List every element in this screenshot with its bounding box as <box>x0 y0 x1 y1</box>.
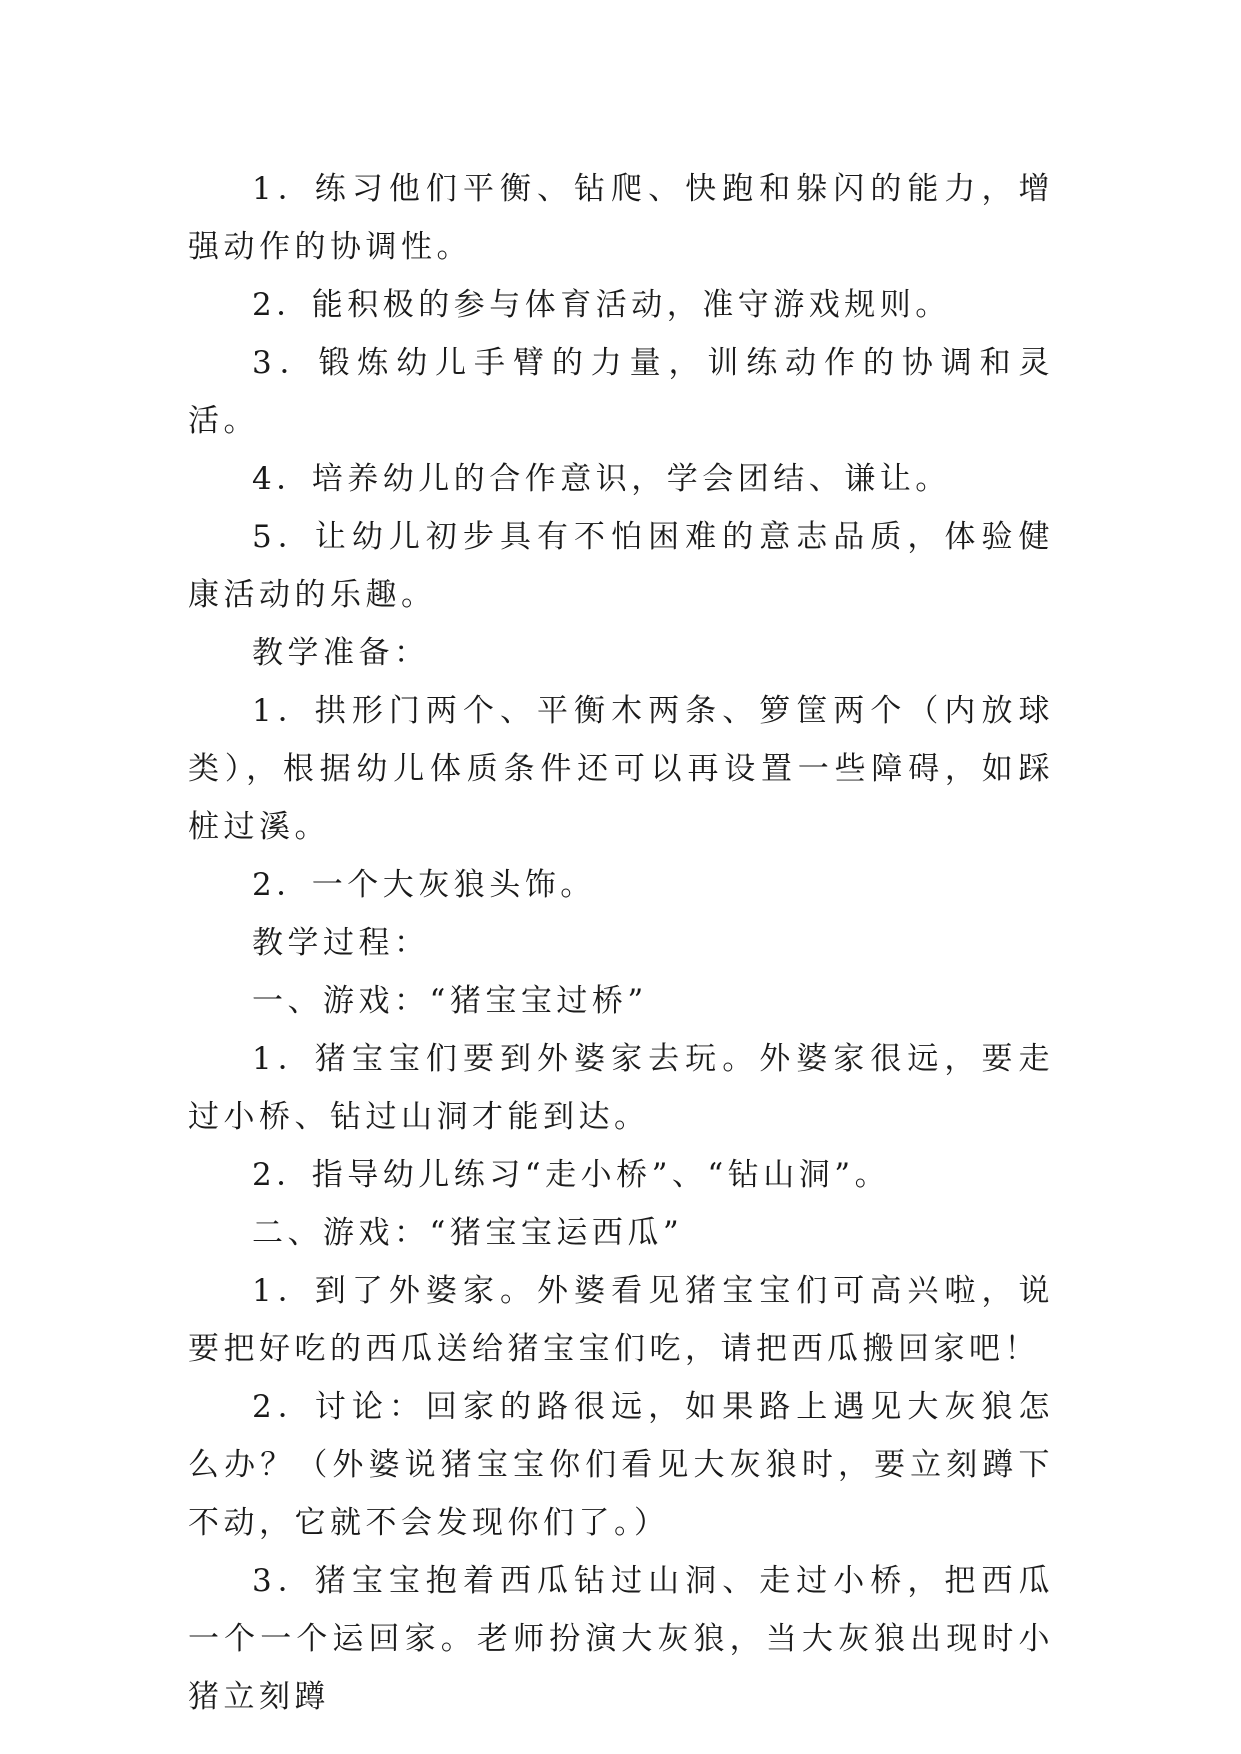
subheading-game-1: 一、游戏：“猪宝宝过桥” <box>252 983 648 1019</box>
section-heading-process: 教学过程： <box>252 925 430 961</box>
paragraph-preparation-2: 2．一个大灰狼头饰。 <box>252 867 596 903</box>
paragraph-goal-5: 5．让幼儿初步具有不怕困难的意志品质，体验健康活动的乐趣。 <box>188 519 1054 613</box>
paragraph-game-2-step-1: 1．到了外婆家。外婆看见猪宝宝们可高兴啦，说要把好吃的西瓜送给猪宝宝们吃，请把西瓜搬回家吧！ <box>188 1273 1054 1367</box>
paragraph-game-2-step-2: 2．讨论：回家的路很远，如果路上遇见大灰狼怎么办？（外婆说猪宝宝你们看见大灰狼时，要立刻蹲下不动，它就不会发现你们了。） <box>188 1389 1054 1541</box>
paragraph-game-2-step-3: 3．猪宝宝抱着西瓜钻过山洞、走过小桥，把西瓜一个一个运回家。老师扮演大灰狼，当大灰狼出现时小猪立刻蹲 <box>188 1563 1054 1715</box>
paragraph-goal-1: 1．练习他们平衡、钻爬、快跑和躲闪的能力，增强动作的协调性。 <box>188 171 1054 265</box>
section-heading-preparation: 教学准备： <box>252 635 430 671</box>
paragraph-preparation-1: 1．拱形门两个、平衡木两条、箩筐两个（内放球类），根据幼儿体质条件还可以再设置一些障碍，如踩桩过溪。 <box>188 693 1054 845</box>
subheading-game-2: 二、游戏：“猪宝宝运西瓜” <box>252 1215 684 1251</box>
paragraph-goal-3: 3．锻炼幼儿手臂的力量，训练动作的协调和灵活。 <box>188 345 1054 439</box>
paragraph-game-1-step-2: 2．指导幼儿练习“走小桥”、“钻山洞”。 <box>252 1157 891 1193</box>
paragraph-game-1-step-1: 1．猪宝宝们要到外婆家去玩。外婆家很远，要走过小桥、钻过山洞才能到达。 <box>188 1041 1054 1135</box>
paragraph-goal-2: 2．能积极的参与体育活动，准守游戏规则。 <box>252 287 951 323</box>
paragraph-goal-4: 4．培养幼儿的合作意识，学会团结、谦让。 <box>252 461 951 497</box>
document-body <box>188 160 1054 1726</box>
